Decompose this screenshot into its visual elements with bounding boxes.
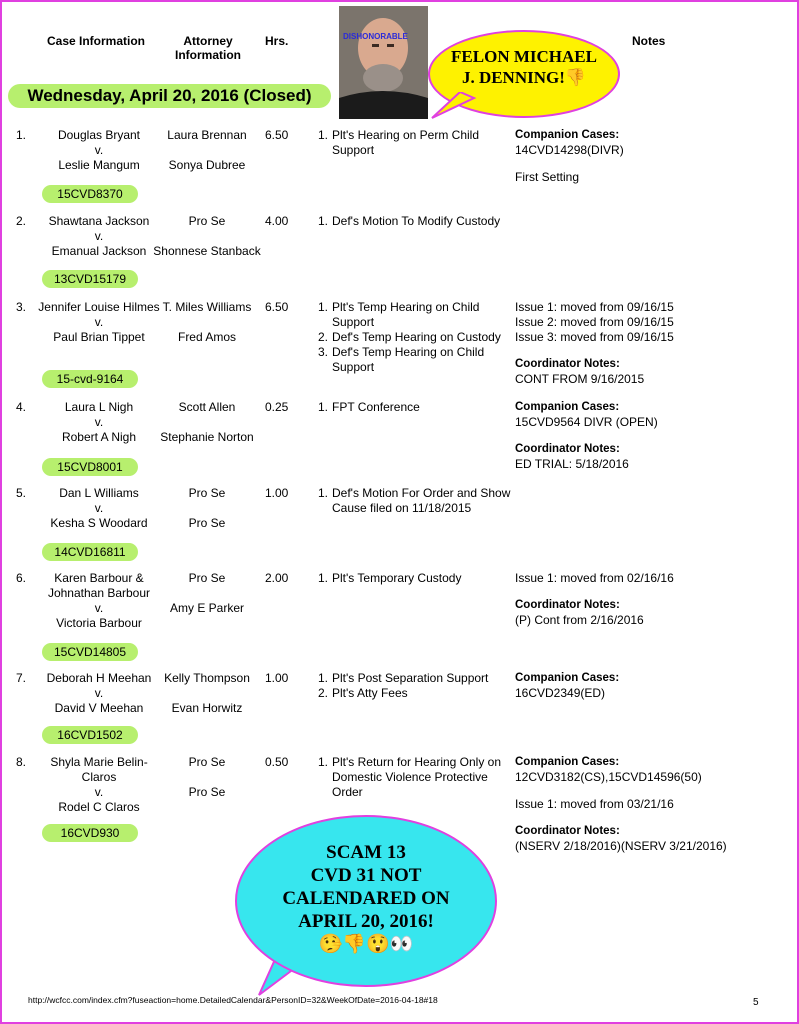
page-number: 5 xyxy=(753,997,759,1008)
issue-item xyxy=(318,300,518,330)
callout-tail-yellow xyxy=(430,92,480,122)
row-number: 8. xyxy=(16,755,27,769)
attorneys xyxy=(152,400,262,445)
notes-heading: Companion Cases: xyxy=(515,129,620,141)
notes-text: ED TRIAL: 5/18/2016 xyxy=(515,457,629,471)
attorney-name: Pro Se xyxy=(188,785,226,799)
row-number: 1. xyxy=(16,128,27,142)
attorney-name: Amy E Parker xyxy=(169,601,244,615)
attorney-name: Shonnese Stanback xyxy=(153,244,261,258)
issue-text: Plt's Temp Hearing on Child Support xyxy=(332,300,480,329)
notes-gap xyxy=(515,812,795,824)
row-number: 3. xyxy=(16,300,27,314)
issues-list xyxy=(318,571,518,586)
case-number-badge: 16CVD1502 xyxy=(42,726,138,744)
case-parties xyxy=(34,128,164,173)
notes-cell xyxy=(515,300,795,387)
notes-gap xyxy=(515,345,795,357)
hours-value: 1.00 xyxy=(265,486,289,500)
attorneys xyxy=(152,128,262,173)
issue-number: 1. xyxy=(318,755,329,769)
notes-heading: Coordinator Notes: xyxy=(515,825,620,837)
hours-value: 0.25 xyxy=(265,400,289,414)
versus-label: v. xyxy=(94,501,104,515)
callout2-line-3: CALENDARED ON xyxy=(282,888,450,909)
versus-label: v. xyxy=(94,229,104,243)
issue-text: Plt's Temporary Custody xyxy=(332,571,462,585)
issue-text: Plt's Hearing on Perm Child Support xyxy=(332,128,480,157)
callout-bubble-cyan xyxy=(235,815,497,987)
case-number-badge: 15CVD8001 xyxy=(42,458,138,476)
attorney-name: Stephanie Norton xyxy=(160,430,254,444)
party-name: Victoria Barbour xyxy=(56,616,142,630)
issue-number: 1. xyxy=(318,300,329,314)
notes-text: 16CVD2349(ED) xyxy=(515,686,606,700)
notes-heading: Coordinator Notes: xyxy=(515,443,620,455)
case-parties xyxy=(34,671,164,716)
callout2-emoji: 🤥👎😲👀 xyxy=(318,934,414,955)
hours-value: 6.50 xyxy=(265,128,289,142)
notes-cell xyxy=(515,128,795,185)
issue-number: 1. xyxy=(318,486,329,500)
attorney-name: Fred Amos xyxy=(177,330,237,344)
notes-heading: Companion Cases: xyxy=(515,756,620,768)
attorney-name: T. Miles Williams xyxy=(162,300,252,314)
notes-text: (P) Cont from 2/16/2016 xyxy=(515,613,644,627)
issue-text: Plt's Atty Fees xyxy=(332,686,408,700)
callout-line-2: J. DENNING!👎 xyxy=(461,68,587,87)
portrait-illustration xyxy=(339,6,428,119)
row-number: 2. xyxy=(16,214,27,228)
versus-label: v. xyxy=(94,415,104,429)
notes-cell xyxy=(515,400,795,472)
issue-item xyxy=(318,671,518,686)
callout2-line-4: APRIL 20, 2016! xyxy=(298,911,434,932)
attorneys xyxy=(152,214,262,259)
party-name: Robert A Nigh xyxy=(61,430,137,444)
attorney-name: Pro Se xyxy=(188,516,226,530)
case-parties xyxy=(34,400,164,445)
issue-text: Def's Temp Hearing on Custody xyxy=(332,330,501,344)
row-number: 4. xyxy=(16,400,27,414)
party-name: Emanual Jackson xyxy=(51,244,147,258)
party-name: Dan L Williams xyxy=(59,486,139,500)
case-number-badge: 15CVD8370 xyxy=(42,185,138,203)
party-name: Kesha S Woodard xyxy=(50,516,148,530)
case-number-badge: 13CVD15179 xyxy=(42,270,138,288)
issue-number: 1. xyxy=(318,400,329,414)
issue-text: Def's Motion For Order and Show Cause filed on 11/18/2015 xyxy=(332,486,511,515)
attorney-name: Evan Horwitz xyxy=(171,701,243,715)
issue-text: Def's Temp Hearing on Child Support xyxy=(332,345,485,374)
issue-number: 1. xyxy=(318,671,329,685)
row-number: 6. xyxy=(16,571,27,585)
party-name: Karen Barbour & Johnathan Barbour xyxy=(47,571,151,600)
callout2-line-2: CVD 31 NOT xyxy=(310,865,422,886)
issue-number: 1. xyxy=(318,214,329,228)
attorneys xyxy=(152,671,262,716)
day-label: Wednesday, April 20, 2016 (Closed) xyxy=(8,84,331,108)
attorneys xyxy=(152,300,262,345)
header-notes: Notes xyxy=(632,34,666,48)
issue-item xyxy=(318,330,518,345)
issue-number: 3. xyxy=(318,345,329,359)
notes-cell xyxy=(515,571,795,628)
hours-value: 1.00 xyxy=(265,671,289,685)
notes-cell xyxy=(515,671,795,701)
party-name: Deborah H Meehan xyxy=(46,671,152,685)
attorney-name: Pro Se xyxy=(188,755,226,769)
issue-text: Plt's Return for Hearing Only on Domestic Violence Protective Order xyxy=(332,755,502,799)
issues-list xyxy=(318,671,518,701)
notes-gap xyxy=(515,586,795,598)
attorney-name: Pro Se xyxy=(188,214,226,228)
hours-value: 6.50 xyxy=(265,300,289,314)
case-parties xyxy=(34,571,164,631)
versus-label: v. xyxy=(94,601,104,615)
callout2-line-1: SCAM 13 xyxy=(326,842,406,863)
notes-heading: Coordinator Notes: xyxy=(515,599,620,611)
hours-value: 2.00 xyxy=(265,571,289,585)
issue-item xyxy=(318,571,518,586)
party-name: Jennifer Louise Hilmes xyxy=(38,300,160,314)
case-number-badge: 15-cvd-9164 xyxy=(42,370,138,388)
attorney-name: Laura Brennan xyxy=(167,128,247,142)
hours-value: 0.50 xyxy=(265,755,289,769)
attorney-name: Scott Allen xyxy=(178,400,236,414)
issue-text: Def's Motion To Modify Custody xyxy=(332,214,501,228)
issues-list xyxy=(318,755,518,800)
notes-text: (NSERV 2/18/2016)(NSERV 3/21/2016) xyxy=(515,839,727,853)
notes-text: Issue 1: moved from 09/16/15 Issue 2: moved from 09/16/15 Issue 3: moved from 09/16/15 xyxy=(515,300,674,344)
issue-number: 1. xyxy=(318,128,329,142)
notes-gap xyxy=(515,785,795,797)
notes-heading: Companion Cases: xyxy=(515,672,620,684)
row-number: 7. xyxy=(16,671,27,685)
portrait-photo xyxy=(339,6,428,119)
notes-text: CONT FROM 9/16/2015 xyxy=(515,372,645,386)
issues-list xyxy=(318,214,518,229)
notes-text: 15CVD9564 DIVR (OPEN) xyxy=(515,415,658,429)
case-parties xyxy=(34,214,164,259)
notes-gap xyxy=(515,430,795,442)
notes-heading: Companion Cases: xyxy=(515,401,620,413)
versus-label: v. xyxy=(94,785,104,799)
case-parties xyxy=(34,300,164,345)
issue-item xyxy=(318,214,518,229)
hours-value: 4.00 xyxy=(265,214,289,228)
issues-list xyxy=(318,400,518,415)
party-name: Paul Brian Tippet xyxy=(53,330,145,344)
versus-label: v. xyxy=(94,686,104,700)
issue-item xyxy=(318,128,518,158)
issues-list xyxy=(318,128,518,158)
attorney-name: Kelly Thompson xyxy=(164,671,250,685)
issue-item xyxy=(318,686,518,701)
issue-text: Plt's Post Separation Support xyxy=(332,671,489,685)
issue-number: 2. xyxy=(318,686,329,700)
issue-text: FPT Conference xyxy=(332,400,420,414)
row-number: 5. xyxy=(16,486,27,500)
issue-number: 1. xyxy=(318,571,329,585)
photo-stamp: DISHONORABLE xyxy=(343,32,408,41)
notes-gap xyxy=(515,158,795,170)
notes-text: 14CVD14298(DIVR) xyxy=(515,143,624,157)
notes-text: Issue 1: moved from 03/21/16 xyxy=(515,797,674,811)
issue-item xyxy=(318,400,518,415)
issue-item xyxy=(318,755,518,800)
versus-label: v. xyxy=(94,315,104,329)
notes-text: Issue 1: moved from 02/16/16 xyxy=(515,571,674,585)
attorneys xyxy=(152,571,262,616)
attorney-name: Sonya Dubree xyxy=(168,158,246,172)
attorney-name: Pro Se xyxy=(188,571,226,585)
case-number-badge: 14CVD16811 xyxy=(42,543,138,561)
issues-list xyxy=(318,300,518,375)
issue-item xyxy=(318,345,518,375)
versus-label: v. xyxy=(94,143,104,157)
notes-text: 12CVD3182(CS),15CVD14596(50) xyxy=(515,770,702,784)
case-parties xyxy=(34,755,164,815)
case-number-badge: 15CVD14805 xyxy=(42,643,138,661)
notes-cell xyxy=(515,755,795,854)
issues-list xyxy=(318,486,518,516)
party-name: Shawtana Jackson xyxy=(48,214,150,228)
issue-item xyxy=(318,486,518,516)
attorneys xyxy=(152,486,262,531)
case-number-badge: 16CVD930 xyxy=(42,824,138,842)
notes-heading: Coordinator Notes: xyxy=(515,358,620,370)
issue-number: 2. xyxy=(318,330,329,344)
attorneys xyxy=(152,755,262,800)
notes-text: First Setting xyxy=(515,170,580,184)
case-parties xyxy=(34,486,164,531)
callout-line-1: FELON MICHAEL xyxy=(451,47,597,66)
party-name: Douglas Bryant xyxy=(57,128,141,142)
party-name: Laura L Nigh xyxy=(64,400,134,414)
page-url: http://wcfcc.com/index.cfm?fuseaction=home.DetailedCalendar&PersonID=32&WeekOfDate=2016-04-18#18 xyxy=(28,995,438,1005)
header-attorney-info: Attorney Information xyxy=(175,34,241,62)
attorney-name: Pro Se xyxy=(188,486,226,500)
party-name: Shyla Marie Belin-Claros xyxy=(50,755,148,784)
party-name: David V Meehan xyxy=(54,701,144,715)
header-case-info: Case Information xyxy=(46,34,145,48)
party-name: Leslie Mangum xyxy=(58,158,140,172)
party-name: Rodel C Claros xyxy=(58,800,140,814)
header-hrs: Hrs. xyxy=(265,34,289,48)
